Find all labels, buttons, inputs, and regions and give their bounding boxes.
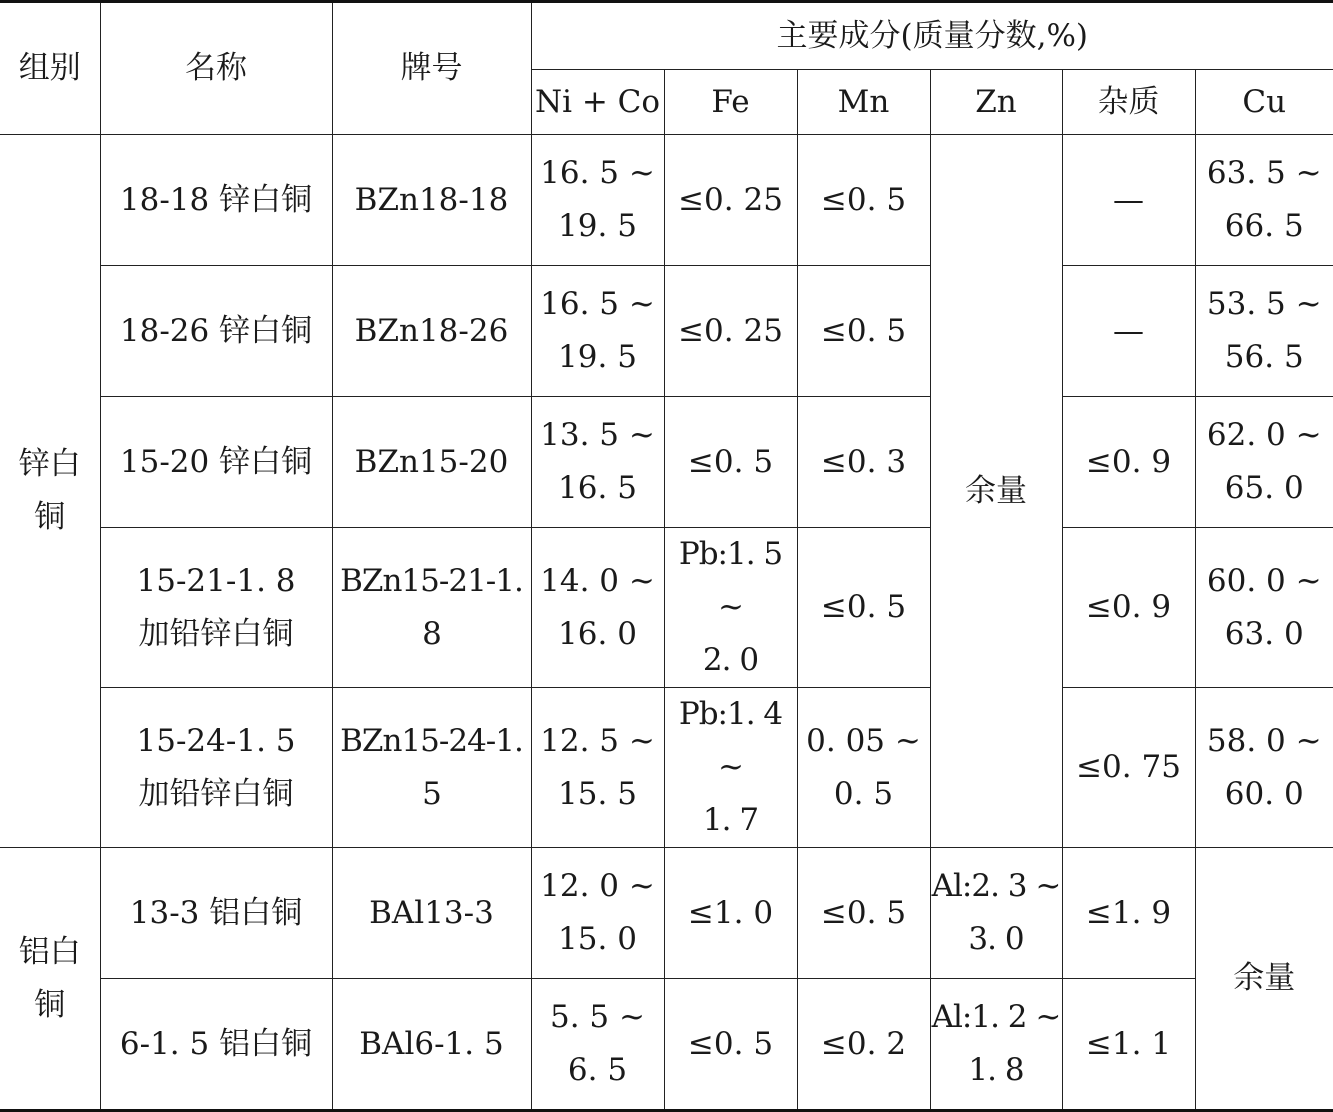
- cell-grade: BZn15-24-1. 5: [332, 688, 531, 848]
- cell-grade: BAl13-3: [332, 848, 531, 979]
- cell-zn-balance: 余量: [930, 135, 1062, 848]
- cell-name: 13-3 铝白铜: [100, 848, 332, 979]
- cell-grade: BZn15-21-1. 8: [332, 528, 531, 688]
- cell-fe: Pb:1. 5 ~ 2. 0: [664, 528, 797, 688]
- cell-name: 18-26 锌白铜: [100, 266, 332, 397]
- cell-name: 6-1. 5 铝白铜: [100, 979, 332, 1111]
- cell-impurity: ≤0. 9: [1062, 528, 1195, 688]
- header-group: 组别: [0, 2, 100, 135]
- cell-impurity: ≤0. 75: [1062, 688, 1195, 848]
- cell-grade: BZn18-18: [332, 135, 531, 266]
- cell-fe: ≤0. 25: [664, 135, 797, 266]
- cell-name: 18-18 锌白铜: [100, 135, 332, 266]
- group-aluminium-nickel-silver: 铝白 铜: [0, 848, 100, 1111]
- cell-mn: 0. 05 ~ 0. 5: [797, 688, 930, 848]
- cell-name: 15-20 锌白铜: [100, 397, 332, 528]
- table-row: [0, 397, 1333, 528]
- cell-impurity: ≤1. 1: [1062, 979, 1195, 1111]
- group-zinc-nickel-silver: 锌白 铜: [0, 135, 100, 848]
- header-fe: Fe: [664, 70, 797, 135]
- cell-fe: ≤1. 0: [664, 848, 797, 979]
- table-row: [0, 979, 1333, 1111]
- cell-fe: ≤0. 5: [664, 979, 797, 1111]
- cell-mn: ≤0. 5: [797, 848, 930, 979]
- table-row: [0, 688, 1333, 848]
- cell-impurity: —: [1062, 135, 1195, 266]
- cell-cu: 60. 0 ~ 63. 0: [1195, 528, 1333, 688]
- cell-cu: 63. 5 ~ 66. 5: [1195, 135, 1333, 266]
- cell-mn: ≤0. 5: [797, 528, 930, 688]
- cell-ni-co: 16. 5 ~ 19. 5: [531, 266, 664, 397]
- cell-ni-co: 13. 5 ~ 16. 5: [531, 397, 664, 528]
- cell-mn: ≤0. 5: [797, 135, 930, 266]
- cell-ni-co: 12. 5 ~ 15. 5: [531, 688, 664, 848]
- cell-impurity: ≤1. 9: [1062, 848, 1195, 979]
- cell-ni-co: 16. 5 ~ 19. 5: [531, 135, 664, 266]
- table-row: [0, 266, 1333, 397]
- cell-mn: ≤0. 3: [797, 397, 930, 528]
- cell-zn: Al:2. 3 ~ 3. 0: [930, 848, 1062, 979]
- header-grade: 牌号: [332, 2, 531, 135]
- cell-mn: ≤0. 2: [797, 979, 930, 1111]
- table-row: [0, 848, 1333, 979]
- table-row: [0, 528, 1333, 688]
- cell-fe: ≤0. 25: [664, 266, 797, 397]
- cell-cu: 58. 0 ~ 60. 0: [1195, 688, 1333, 848]
- cell-name: 15-21-1. 8 加铅锌白铜: [100, 528, 332, 688]
- header-row-1: [0, 2, 1333, 70]
- cell-name: 15-24-1. 5 加铅锌白铜: [100, 688, 332, 848]
- cell-ni-co: 5. 5 ~ 6. 5: [531, 979, 664, 1111]
- cell-cu: 62. 0 ~ 65. 0: [1195, 397, 1333, 528]
- cell-impurity: —: [1062, 266, 1195, 397]
- header-name: 名称: [100, 2, 332, 135]
- cell-cu-balance: 余量: [1195, 848, 1333, 1111]
- cell-grade: BAl6-1. 5: [332, 979, 531, 1111]
- cell-zn: Al:1. 2 ~ 1. 8: [930, 979, 1062, 1111]
- header-ni-co: Ni + Co: [531, 70, 664, 135]
- cell-impurity: ≤0. 9: [1062, 397, 1195, 528]
- cell-fe: ≤0. 5: [664, 397, 797, 528]
- cell-grade: BZn18-26: [332, 266, 531, 397]
- cell-ni-co: 12. 0 ~ 15. 0: [531, 848, 664, 979]
- cell-cu: 53. 5 ~ 56. 5: [1195, 266, 1333, 397]
- cell-mn: ≤0. 5: [797, 266, 930, 397]
- table-row: [0, 135, 1333, 266]
- cell-ni-co: 14. 0 ~ 16. 0: [531, 528, 664, 688]
- header-mn: Mn: [797, 70, 930, 135]
- header-zn: Zn: [930, 70, 1062, 135]
- header-composition: 主要成分(质量分数,%): [531, 2, 1333, 70]
- header-impurity: 杂质: [1062, 70, 1195, 135]
- header-cu: Cu: [1195, 70, 1333, 135]
- cell-fe: Pb:1. 4 ~ 1. 7: [664, 688, 797, 848]
- cell-grade: BZn15-20: [332, 397, 531, 528]
